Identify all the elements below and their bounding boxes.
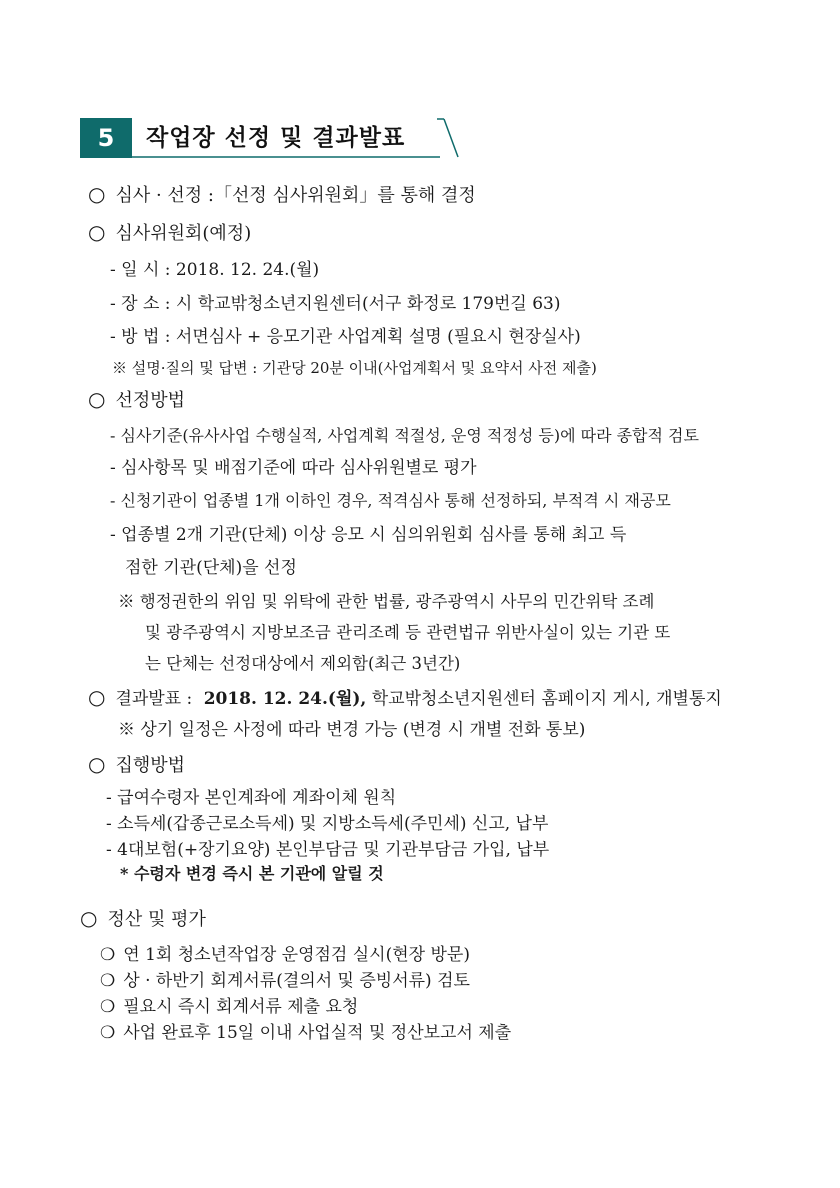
hollow-circle-bullet-icon: ❍ — [100, 997, 116, 1017]
selection-note-a: ※ 행정권한의 위임 및 위탁에 관한 법률, 광주광역시 사무의 민간위탁 조례 — [118, 592, 655, 611]
committee-heading — [88, 220, 251, 246]
selection-line-2: - 심사항목 및 배점기준에 따라 심사위원별로 평가 — [110, 458, 477, 478]
committee-method: - 방 법 : 서면심사 + 응모기관 사업계획 설명 (필요시 현장실사) — [110, 327, 581, 347]
committee-date: - 일 시 : 2018. 12. 24.(월) — [110, 260, 320, 280]
selection-heading-text: 선정방법 — [115, 390, 186, 411]
circle-bullet-icon: ○ — [88, 182, 106, 206]
section-header — [80, 118, 470, 158]
settlement-line-2 — [100, 969, 470, 993]
hollow-circle-bullet-icon: ❍ — [100, 1023, 116, 1043]
selection-line-1: - 심사기준(유사사업 수행실적, 사업계획 적절성, 운영 적정성 등)에 따라 종합적 검토 — [110, 426, 699, 445]
settlement-heading — [80, 906, 206, 932]
selection-line-4b: 점한 기관(단체)을 선정 — [125, 558, 297, 578]
selection-note-b: 및 광주광역시 지방보조금 관리조례 등 관련법규 위반사실이 있는 기관 또 — [145, 623, 671, 642]
result-text: 학교밖청소년지원센터 홈페이지 게시, 개별통지 — [371, 689, 722, 709]
execution-note: * 수령자 변경 즉시 본 기관에 알릴 것 — [120, 864, 384, 883]
settlement-heading-text: 정산 및 평가 — [107, 909, 206, 930]
settlement-line-4 — [100, 1021, 511, 1045]
execution-line-3: - 4대보험(+장기요양) 본인부담금 및 기관부담금 가입, 납부 — [106, 840, 550, 860]
selection-note-c: 는 단체는 선정대상에서 제외함(최근 3년간) — [145, 654, 461, 673]
hollow-circle-bullet-icon: ❍ — [100, 971, 116, 991]
circle-bullet-icon: ○ — [80, 906, 98, 930]
result-label: 결과발표 : — [115, 689, 193, 709]
circle-bullet-icon: ○ — [88, 685, 106, 709]
settlement-line-1-text: 연 1회 청소년작업장 운영점검 실시(현장 방문) — [123, 945, 470, 965]
selection-line-4a: - 업종별 2개 기관(단체) 이상 응모 시 심의위원회 심사를 통해 최고 득 — [110, 525, 627, 545]
execution-heading-text: 집행방법 — [115, 755, 186, 776]
settlement-line-3 — [100, 995, 358, 1019]
committee-place: - 장 소 : 시 학교밖청소년지원센터(서구 화정로 179번길 63) — [110, 294, 561, 314]
settlement-line-1 — [100, 943, 470, 967]
settlement-line-4-text: 사업 완료후 15일 이내 사업실적 및 정산보고서 제출 — [123, 1023, 512, 1043]
execution-line-1: - 급여수령자 본인계좌에 계좌이체 원칙 — [106, 788, 397, 808]
result-date: 2018. 12. 24.(월), — [203, 689, 367, 709]
section-title: 작업장 선정 및 결과발표 — [146, 125, 406, 151]
result-item — [88, 685, 722, 711]
committee-heading-text: 심사위원회(예정) — [115, 223, 252, 244]
screening-item — [88, 182, 476, 208]
hollow-circle-bullet-icon: ❍ — [100, 945, 116, 965]
circle-bullet-icon: ○ — [88, 387, 106, 411]
circle-bullet-icon: ○ — [88, 220, 106, 244]
settlement-line-2-text: 상 · 하반기 회계서류(결의서 및 증빙서류) 검토 — [123, 971, 470, 991]
section-number: 5 — [80, 118, 132, 158]
circle-bullet-icon: ○ — [88, 752, 106, 776]
committee-note: ※ 설명·질의 및 답변 : 기관당 20분 이내(사업계획서 및 요약서 사전 제출) — [112, 359, 597, 377]
selection-heading — [88, 387, 185, 413]
result-note: ※ 상기 일정은 사정에 따라 변경 가능 (변경 시 개별 전화 통보) — [118, 720, 586, 740]
execution-line-2: - 소득세(갑종근로소득세) 및 지방소득세(주민세) 신고, 납부 — [106, 814, 549, 834]
settlement-line-3-text: 필요시 즉시 회계서류 제출 요청 — [123, 997, 359, 1017]
selection-line-3: - 신청기관이 업종별 1개 이하인 경우, 적격심사 통해 선정하되, 부적격 시 재공모 — [110, 491, 671, 510]
execution-heading — [88, 752, 185, 778]
screening-text: 심사 · 선정 :「선정 심사위원회」를 통해 결정 — [115, 185, 476, 206]
